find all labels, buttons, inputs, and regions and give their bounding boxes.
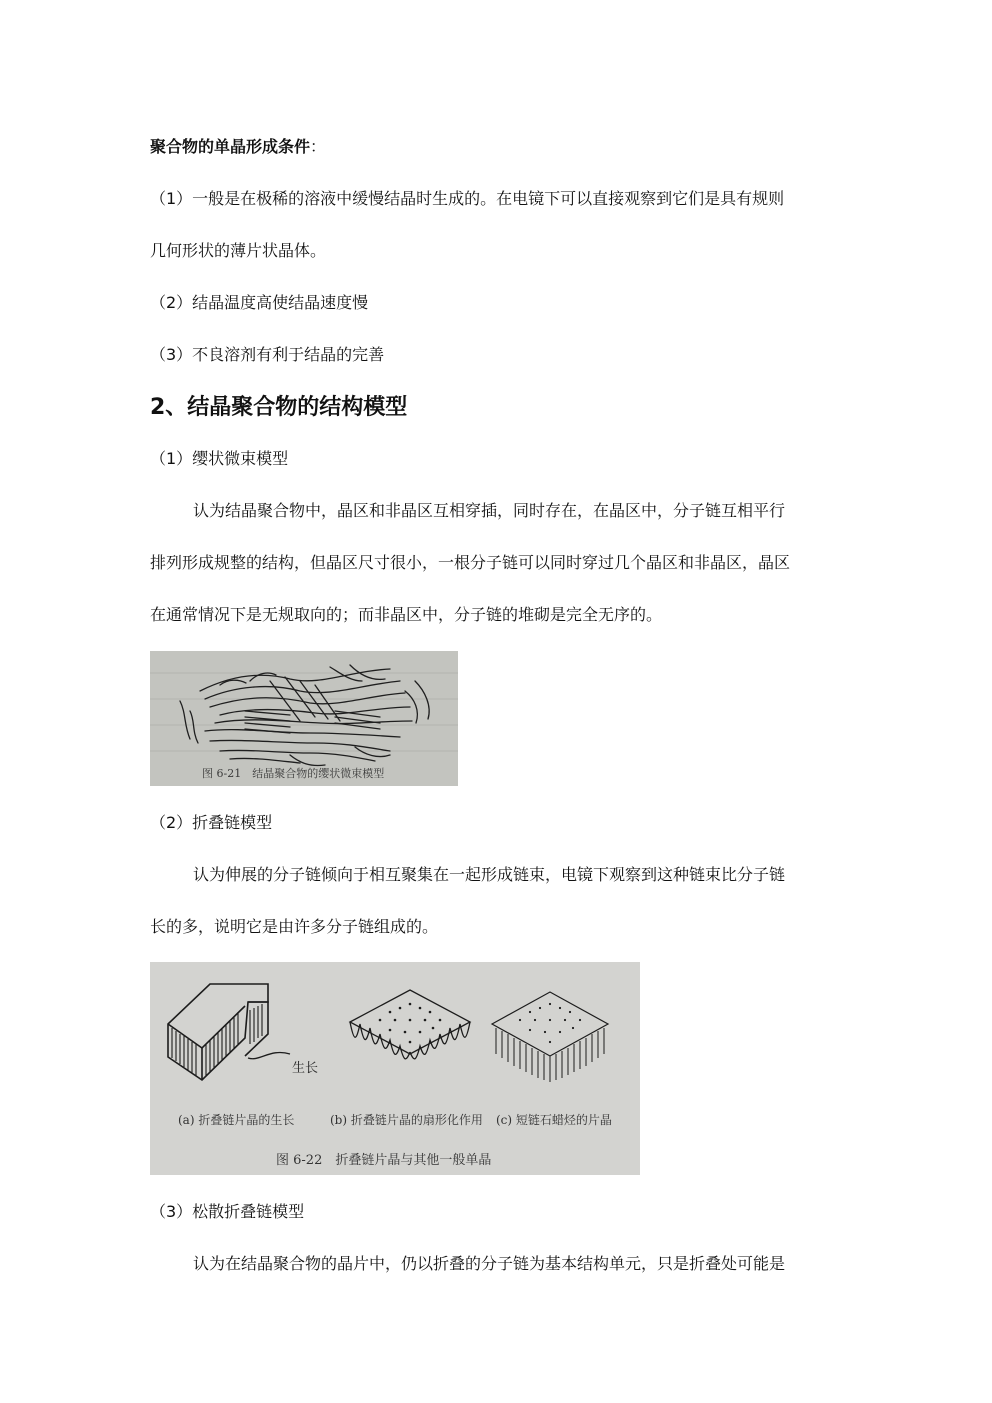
condition-item-1: （1）一般是在极稀的溶液中缓慢结晶时生成的。在电镜下可以直接观察到它们是具有规则 (150, 189, 785, 208)
model1-para-line-2: 排列形成规整的结构，但晶区尺寸很小，一根分子链可以同时穿过几个晶区和非晶区，晶区 (150, 553, 791, 572)
folded-chain-figure (150, 962, 640, 1175)
folded-chain-drawing (150, 962, 640, 1175)
model2-title: （2）折叠链模型 (150, 813, 273, 832)
conditions-heading-bold: 聚合物的单晶形成条件 (150, 137, 311, 156)
subcaption-a: (a) 折叠链片晶的生长 (178, 1113, 295, 1127)
fringed-micelle-figure (150, 651, 458, 786)
subcaption-c: (c) 短链石蜡烃的片晶 (496, 1113, 612, 1127)
model3-title: （3）松散折叠链模型 (150, 1202, 305, 1221)
growth-label: 生长 (292, 1061, 319, 1076)
fringed-micelle-drawing (150, 651, 458, 786)
model1-para-line-3: 在通常情况下是无规取向的；而非晶区中，分子链的堆砌是完全无序的。 (150, 605, 663, 624)
conditions-heading-colon: ： (310, 137, 327, 156)
condition-item-1-cont: 几何形状的薄片状晶体。 (150, 241, 327, 260)
model2-para-line-2: 长的多，说明它是由许多分子链组成的。 (150, 917, 439, 936)
model1-title: （1）缨状微束模型 (150, 449, 289, 468)
figure-6-21-caption: 图 6-21 结晶聚合物的缨状微束模型 (202, 767, 385, 780)
model3-para-line-1: 认为在结晶聚合物的晶片中，仍以折叠的分子链为基本结构单元，只是折叠处可能是 (193, 1254, 786, 1273)
conditions-heading (150, 137, 326, 157)
model1-para-line-1: 认为结晶聚合物中，晶区和非晶区互相穿插，同时存在，在晶区中，分子链互相平行 (193, 501, 786, 520)
condition-item-3: （3）不良溶剂有利于结晶的完善 (150, 345, 385, 364)
condition-item-2: （2）结晶温度高使结晶速度慢 (150, 293, 369, 312)
subcaption-b: (b) 折叠链片晶的扇形化作用 (330, 1113, 483, 1127)
model2-para-line-1: 认为伸展的分子链倾向于相互聚集在一起形成链束，电镜下观察到这种链束比分子链 (193, 865, 786, 884)
section-heading-structure-models: 2、结晶聚合物的结构模型 (150, 395, 408, 420)
figure-6-22-caption: 图 6-22 折叠链片晶与其他一般单晶 (276, 1153, 492, 1168)
